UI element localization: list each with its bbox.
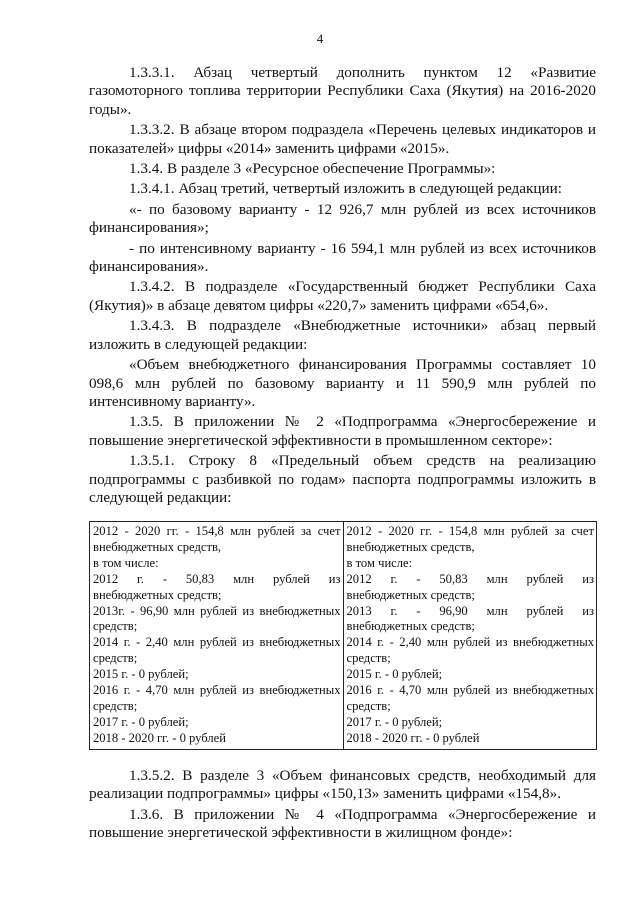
table-line: средств; bbox=[93, 698, 138, 713]
table-line: 2014 г. - 2,40 млн рублей из внебюджетных bbox=[93, 635, 341, 650]
funding-table bbox=[89, 521, 597, 750]
table-line: внебюджетных средств, bbox=[93, 539, 222, 554]
table-line: 2012 г. - 50,83 млн рублей из bbox=[346, 571, 594, 586]
table-line: 2014 г. - 2,40 млн рублей из внебюджетных bbox=[346, 635, 594, 650]
table-line: 2012 - 2020 гг. - 154,8 млн рублей за счет bbox=[346, 524, 594, 538]
paragraph-1-3-4-3: 1.3.4.3. В подразделе «Внебюджетные источники» абзац первый изложить в следующей редакции: bbox=[89, 317, 596, 353]
table-line: в том числе: bbox=[346, 555, 413, 570]
paragraph-1-3-5-1: 1.3.5.1. Строку 8 «Предельный объем средств на реализацию подпрограммы с разбивкой по годам» паспорта подпрограммы изложить в следующей редакции: bbox=[89, 452, 596, 506]
paragraph-1-3-5-2: 1.3.5.2. В разделе 3 «Объем финансовых средств, необходимый для реализации подпрограммы» цифры «150,13» заменить цифрами «154,8». bbox=[89, 767, 596, 803]
paragraph-1-3-4-1: 1.3.4.1. Абзац третий, четвертый изложить в следующей редакции: bbox=[129, 180, 562, 198]
table-line: внебюджетных средств, bbox=[346, 539, 475, 554]
table-line: 2012 - 2020 гг. - 154,8 млн рублей за счет bbox=[93, 524, 341, 538]
paragraph-offbudget-volume: «Объем внебюджетного финансирования Программы составляет 10 098,6 млн рублей по базовому варианту и 11 590,9 млн рублей по интенсивному варианту». bbox=[89, 356, 596, 410]
table-line: 2018 - 2020 гг. - 0 рублей bbox=[93, 730, 226, 745]
table-line: внебюджетных средств; bbox=[346, 619, 475, 634]
table-cell-right bbox=[343, 522, 597, 750]
paragraph-1-3-3-2: 1.3.3.2. В абзаце втором подраздела «Перечень целевых индикаторов и показателей» цифры «2014» заменить цифрами «2015». bbox=[89, 121, 596, 157]
table-line: 2013 г. - 96,90 млн рублей из bbox=[346, 603, 594, 618]
paragraph-base-variant: «- по базовому варианту - 12 926,7 млн рублей из всех источников финансирования»; bbox=[89, 200, 596, 237]
table-line: средств; bbox=[346, 651, 391, 666]
table-line: средств; bbox=[93, 619, 138, 634]
page-number: 4 bbox=[316, 31, 324, 46]
table-line: 2016 г. - 4,70 млн рублей из внебюджетных bbox=[93, 683, 341, 698]
table-line: 2016 г. - 4,70 млн рублей из внебюджетных bbox=[346, 683, 594, 698]
table-line: 2012 г. - 50,83 млн рублей из bbox=[93, 571, 341, 586]
table-line: 2017 г. - 0 рублей; bbox=[346, 714, 443, 729]
table-line: 2017 г. - 0 рублей; bbox=[93, 714, 189, 729]
table-cell-left bbox=[90, 522, 344, 750]
paragraph-1-3-4-2: 1.3.4.2. В подразделе «Государственный бюджет Республики Саха (Якутия)» в абзаце девятом цифры «220,7» заменить цифрами «654,6». bbox=[89, 278, 596, 314]
paragraph-1-3-5: 1.3.5. В приложении № 2 «Подпрограмма «Энергосбережение и повышение энергетической эффективности в промышленном секторе»: bbox=[89, 413, 596, 449]
paragraph-1-3-3-1: 1.3.3.1. Абзац четвертый дополнить пунктом 12 «Развитие газомоторного топлива территории Республики Саха (Якутия) на 2016-2020 годы». bbox=[89, 64, 596, 118]
table-line: внебюджетных средств; bbox=[346, 587, 475, 602]
table-line: средств; bbox=[93, 651, 138, 666]
table-row bbox=[90, 522, 597, 750]
table-line: 2015 г. - 0 рублей; bbox=[93, 667, 189, 682]
paragraph-intensive-variant: - по интенсивному варианту - 16 594,1 млн рублей из всех источников финансирования». bbox=[89, 239, 596, 276]
table-line: 2013г. - 96,90 млн рублей из внебюджетных bbox=[93, 603, 341, 618]
document-body bbox=[89, 64, 596, 509]
table-line: в том числе: bbox=[93, 555, 159, 570]
table-line: 2015 г. - 0 рублей; bbox=[346, 667, 443, 682]
table-line: внебюджетных средств; bbox=[93, 587, 222, 602]
paragraph-1-3-6: 1.3.6. В приложении № 4 «Подпрограмма «Энергосбережение и повышение энергетической эффективности в жилищном фонде»: bbox=[89, 805, 596, 842]
document-body-continued bbox=[89, 767, 596, 845]
paragraph-1-3-4: 1.3.4. В разделе 3 «Ресурсное обеспечение Программы»: bbox=[129, 160, 496, 178]
table-line: 2018 - 2020 гг. - 0 рублей bbox=[346, 730, 480, 745]
table-line: средств; bbox=[346, 698, 391, 713]
